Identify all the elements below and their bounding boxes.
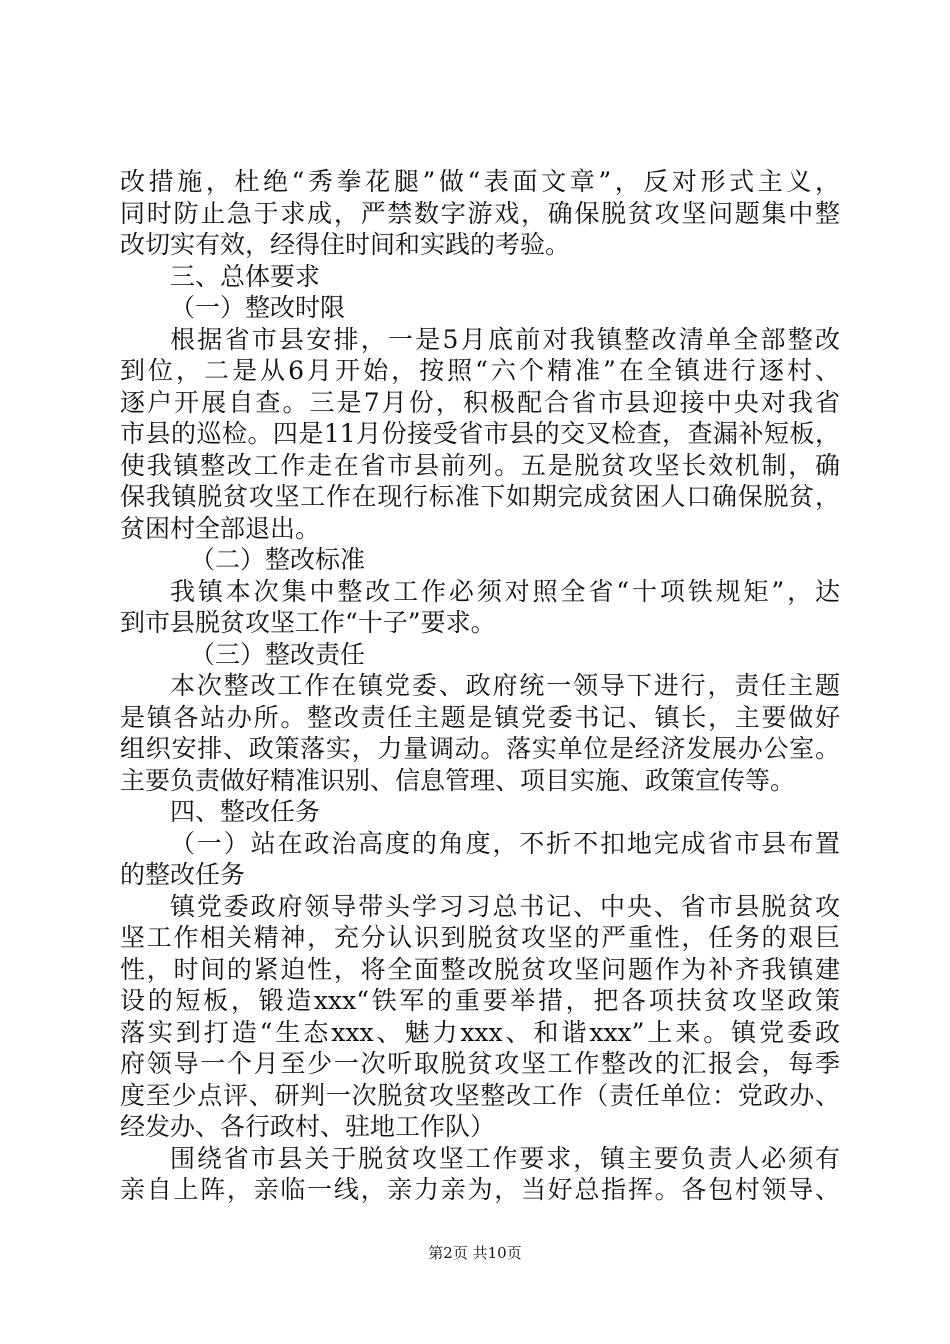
page-footer: 第2页 共10页	[428, 1244, 522, 1262]
text-line: 度至少点评、研判一次脱贫攻坚整改工作（责任单位：党政办、	[120, 1080, 840, 1110]
text-line: 亲自上阵，亲临一线，亲力亲为，当好总指挥。各包村领导、	[120, 1175, 840, 1204]
text-line: 主要负责做好精准识别、信息管理、项目实施、政策宣传等。	[120, 765, 796, 795]
text-line: 四、整改任务	[170, 797, 321, 826]
text-line: 经发办、各行政村、驻地工作队）	[120, 1112, 496, 1141]
text-line: 保我镇脱贫攻坚工作在现行标准下如期完成贫困人口确保脱贫，	[120, 482, 840, 511]
text-line: 围绕省市县关于脱贫攻坚工作要求，镇主要负责人必须有	[170, 1143, 840, 1173]
text-line: （一）整改时限	[170, 293, 346, 322]
text-line: 府领导一个月至少一次听取脱贫攻坚工作整改的汇报会，每季	[120, 1049, 840, 1078]
text-line: 坚工作相关精神，充分认识到脱贫攻坚的严重性，任务的艰巨	[120, 923, 840, 952]
text-line: 改切实有效，经得住时间和实践的考验。	[120, 230, 571, 259]
text-line: 同时防止急于求成，严禁数字游戏，确保脱贫攻坚问题集中整	[120, 198, 840, 228]
text-line: 到位，二是从6月开始，按照“六个精准”在全镇进行逐村、	[120, 356, 840, 385]
text-line: （二）整改标准	[190, 545, 366, 574]
text-line: 三、总体要求	[170, 261, 321, 291]
document-body	[120, 166, 840, 1206]
text-line: 根据省市县安排，一是5月底前对我镇整改清单全部整改	[170, 324, 840, 354]
text-line: 本次整改工作在镇党委、政府统一领导下进行，责任主题	[170, 671, 840, 700]
text-line: （三）整改责任	[190, 639, 366, 669]
text-line: 性，时间的紧迫性，将全面整改脱贫攻坚问题作为补齐我镇建	[120, 954, 840, 984]
text-line: 落实到打造“生态xxx、魅力xxx、和谐xxx”上来。镇党委政	[120, 1017, 840, 1047]
text-line: 组织安排、政策落实，力量调动。落实单位是经济发展办公室。	[120, 734, 840, 763]
text-line: 的整改任务	[120, 860, 246, 889]
text-line: 逐户开展自查。三是7月份，积极配合省市县迎接中央对我省	[120, 387, 840, 417]
text-line: 改措施，杜绝“秀拳花腿”做“表面文章”，反对形式主义，	[120, 167, 840, 196]
text-line: （一）站在政治高度的角度，不折不扣地完成省市县布置	[170, 828, 840, 858]
text-line: 市县的巡检。四是11月份接受省市县的交叉检查，查漏补短板，	[120, 419, 840, 448]
text-line: 我镇本次集中整改工作必须对照全省“十项铁规矩”，达	[170, 576, 840, 606]
text-line: 贫困村全部退出。	[120, 513, 321, 543]
text-line: 使我镇整改工作走在省市县前列。五是脱贫攻坚长效机制，确	[120, 450, 840, 480]
text-line: 是镇各站办所。整改责任主题是镇党委书记、镇长，主要做好	[120, 702, 840, 732]
text-line: 镇党委政府领导带头学习习总书记、中央、省市县脱贫攻	[170, 891, 840, 921]
text-line: 到市县脱贫攻坚工作“十子”要求。	[120, 608, 496, 637]
text-line: 设的短板，锻造xxx“铁军的重要举措，把各项扶贫攻坚政策	[120, 986, 840, 1015]
